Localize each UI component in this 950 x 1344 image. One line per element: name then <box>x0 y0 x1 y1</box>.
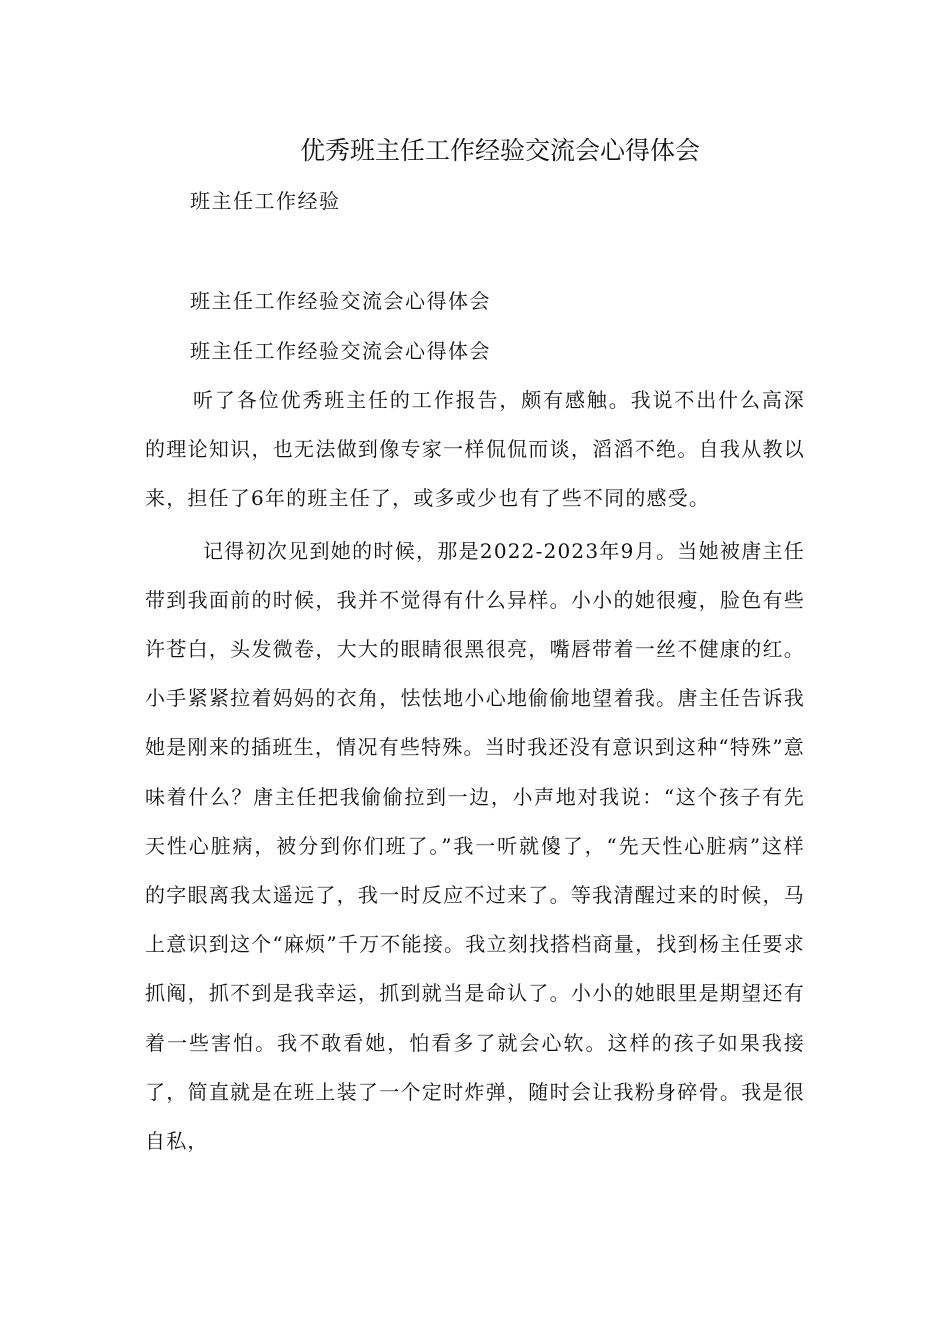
document-title: 优秀班主任工作经验交流会心得体会 <box>299 136 700 165</box>
paragraph-2: 记得初次见到她的时候，那是2022-2023年9月。当她被唐主任带到我面前的时候，我并不觉得有什么异样。小小的她很瘦，脸色有些许苍白，头发微卷，大大的眼睛很黑很亮，嘴唇带着一丝不健康的红。小手紧紧拉着妈妈的衣角，怯怯地小心地偷偷地望着我。唐主任告诉我她是刚来的插班生，情况有些特殊。当时我还没有意识到这种“特殊”意味着什么？唐主任把我偷偷拉到一边，小声地对我说：“这个孩子有先天性心脏病，被分到你们班了。”我一听就傻了，“先天性心脏病”这样的字眼离我太遥远了，我一时反应不过来了。等我清醒过来的时候，马上意识到这个“麻烦”千万不能接。我立刻找搭档商量，找到杨主任要求抓阄，抓不到是我幸运，抓到就当是命认了。小小的她眼里是期望还有着一些害怕。我不敢看她，怕看多了就会心软。这样的孩子如果我接了，简直就是在班上装了一个定时炸弹，随时会让我粉身碎骨。我是很自私， <box>145 538 805 1154</box>
paragraph-1: 听了各位优秀班主任的工作报告，颇有感触。我说不出什么高深的理论知识，也无法做到像专家一样侃侃而谈，滔滔不绝。自我从教以来，担任了6年的班主任了，或多或少也有了些不同的感受。 <box>145 388 805 511</box>
subheading-2: 班主任工作经验交流会心得体会 <box>190 289 491 313</box>
subheading-1: 班主任工作经验 <box>190 189 341 213</box>
document-body <box>145 376 805 1166</box>
subheading-3: 班主任工作经验交流会心得体会 <box>190 339 491 363</box>
